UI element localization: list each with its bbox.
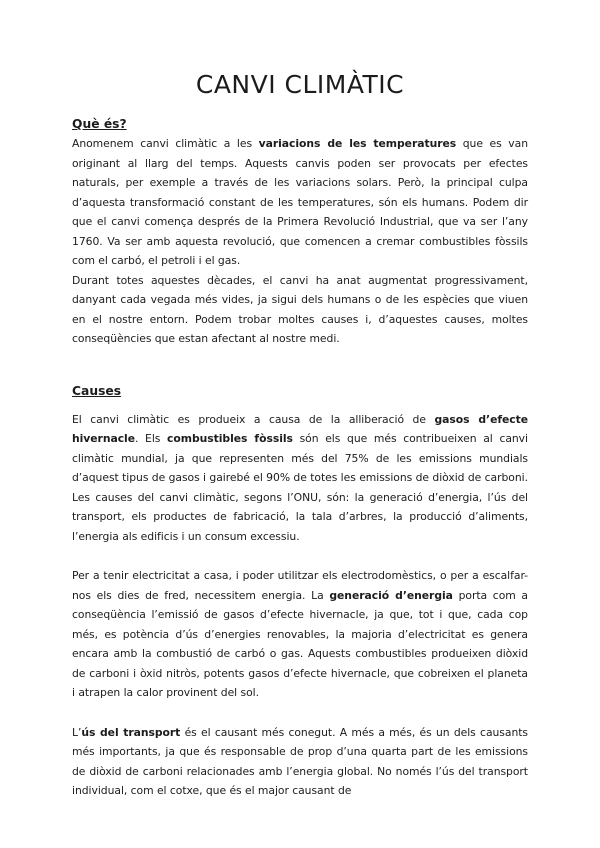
- section-causes: [72, 382, 528, 801]
- bold-term-fossil-fuels: combustibles fòssils: [167, 432, 293, 445]
- text-run: El canvi climàtic es produeix a causa de la alliberació de: [72, 412, 435, 426]
- paragraph-progression: Durant totes aquestes dècades, el canvi ha anat augmentat progressivament, danyant cada vegada més vides, ja sigui dels humans o de les espècies que viuen en el nostre entorn. Podem trobar moltes causes i, d’aquestes causes, moltes conseqüències que estan afectant al nostre medi.: [72, 273, 528, 345]
- paragraph-greenhouse-gases: [72, 410, 528, 547]
- text-run: és el causant més conegut. A més a més, és un dels causants més importants, ja que és responsable de prop d’una quarta part de les emissions de diòxid de carboni relacionades amb l’energia global. No només l’ús del transport individual, com el cotxe, que és el major causant de: [72, 725, 528, 797]
- bold-term-energy-generation: generació d’energia: [329, 588, 453, 602]
- text-run: que es van originant al llarg del temps. Aquests canvis poden ser provocats per efectes naturals, per exemple a través de les variacions solars. Però, la principal culpa d’aquesta transformació constant de les temperatures, són els humans. Podem dir que el canvi comença després de la Primera Revolució Industrial, que va ser l’any 1760. Va ser amb aquesta revolució, que comencen a cremar combustibles fòssils com el carbó, el petroli i el gas.: [72, 137, 528, 267]
- section-heading-causes: Causes: [72, 383, 122, 398]
- text-run: Anomenem canvi climàtic a les: [72, 137, 259, 150]
- page-title: CANVI CLIMÀTIC: [195, 70, 405, 99]
- text-run: porta com a conseqüència l’emissió de gasos d’efecte hivernacle, ja que, tot i que, cada cop més, es potència d’ús d’energies renovables, la majoria d’electricitat es genera encara amb la combustió de carbó o gas. Aquests combustibles produeixen diòxid de carboni i òxid nitròs, potents gasos d’efecte hivernacle, que cobreixen el planeta i atrapen la calor provinent del sol.: [72, 588, 528, 699]
- text-run: L’: [72, 725, 82, 739]
- bold-term-temperature-variations: variacions de les temperatures: [258, 137, 457, 150]
- bold-term-greenhouse-gases: gasos d’efecte hivernacle: [72, 412, 528, 445]
- paragraph-definition: [72, 134, 528, 271]
- paragraph-energy-generation: [72, 566, 528, 703]
- text-run: són els que més contribueixen al canvi climàtic mundial, ja que representen més del 75% de les emissions mundials d’aquest tipus de gasos i gairebé el 90% de totes les emissions de diòxid de carboni. Les causes del canvi climàtic, segons l’ONU, són: la generació d’energia, l’ús del transport, els productes de fabricació, la tala d’arbres, la producció d’aliments, l’energia als edificis i un consum excessiu.: [72, 432, 528, 543]
- text-run: . Els: [134, 432, 168, 445]
- section-heading-what-is: Què és?: [72, 117, 127, 131]
- bold-term-transport-use: ús del transport: [81, 725, 181, 739]
- section-what-is: [72, 115, 528, 349]
- paragraph-transport: [72, 723, 528, 801]
- text-run: Per a tenir electricitat a casa, i poder utilitzar els electrodomèstics, o per a escalfar-nos els dies de fred, necessitem energia. La: [72, 569, 528, 602]
